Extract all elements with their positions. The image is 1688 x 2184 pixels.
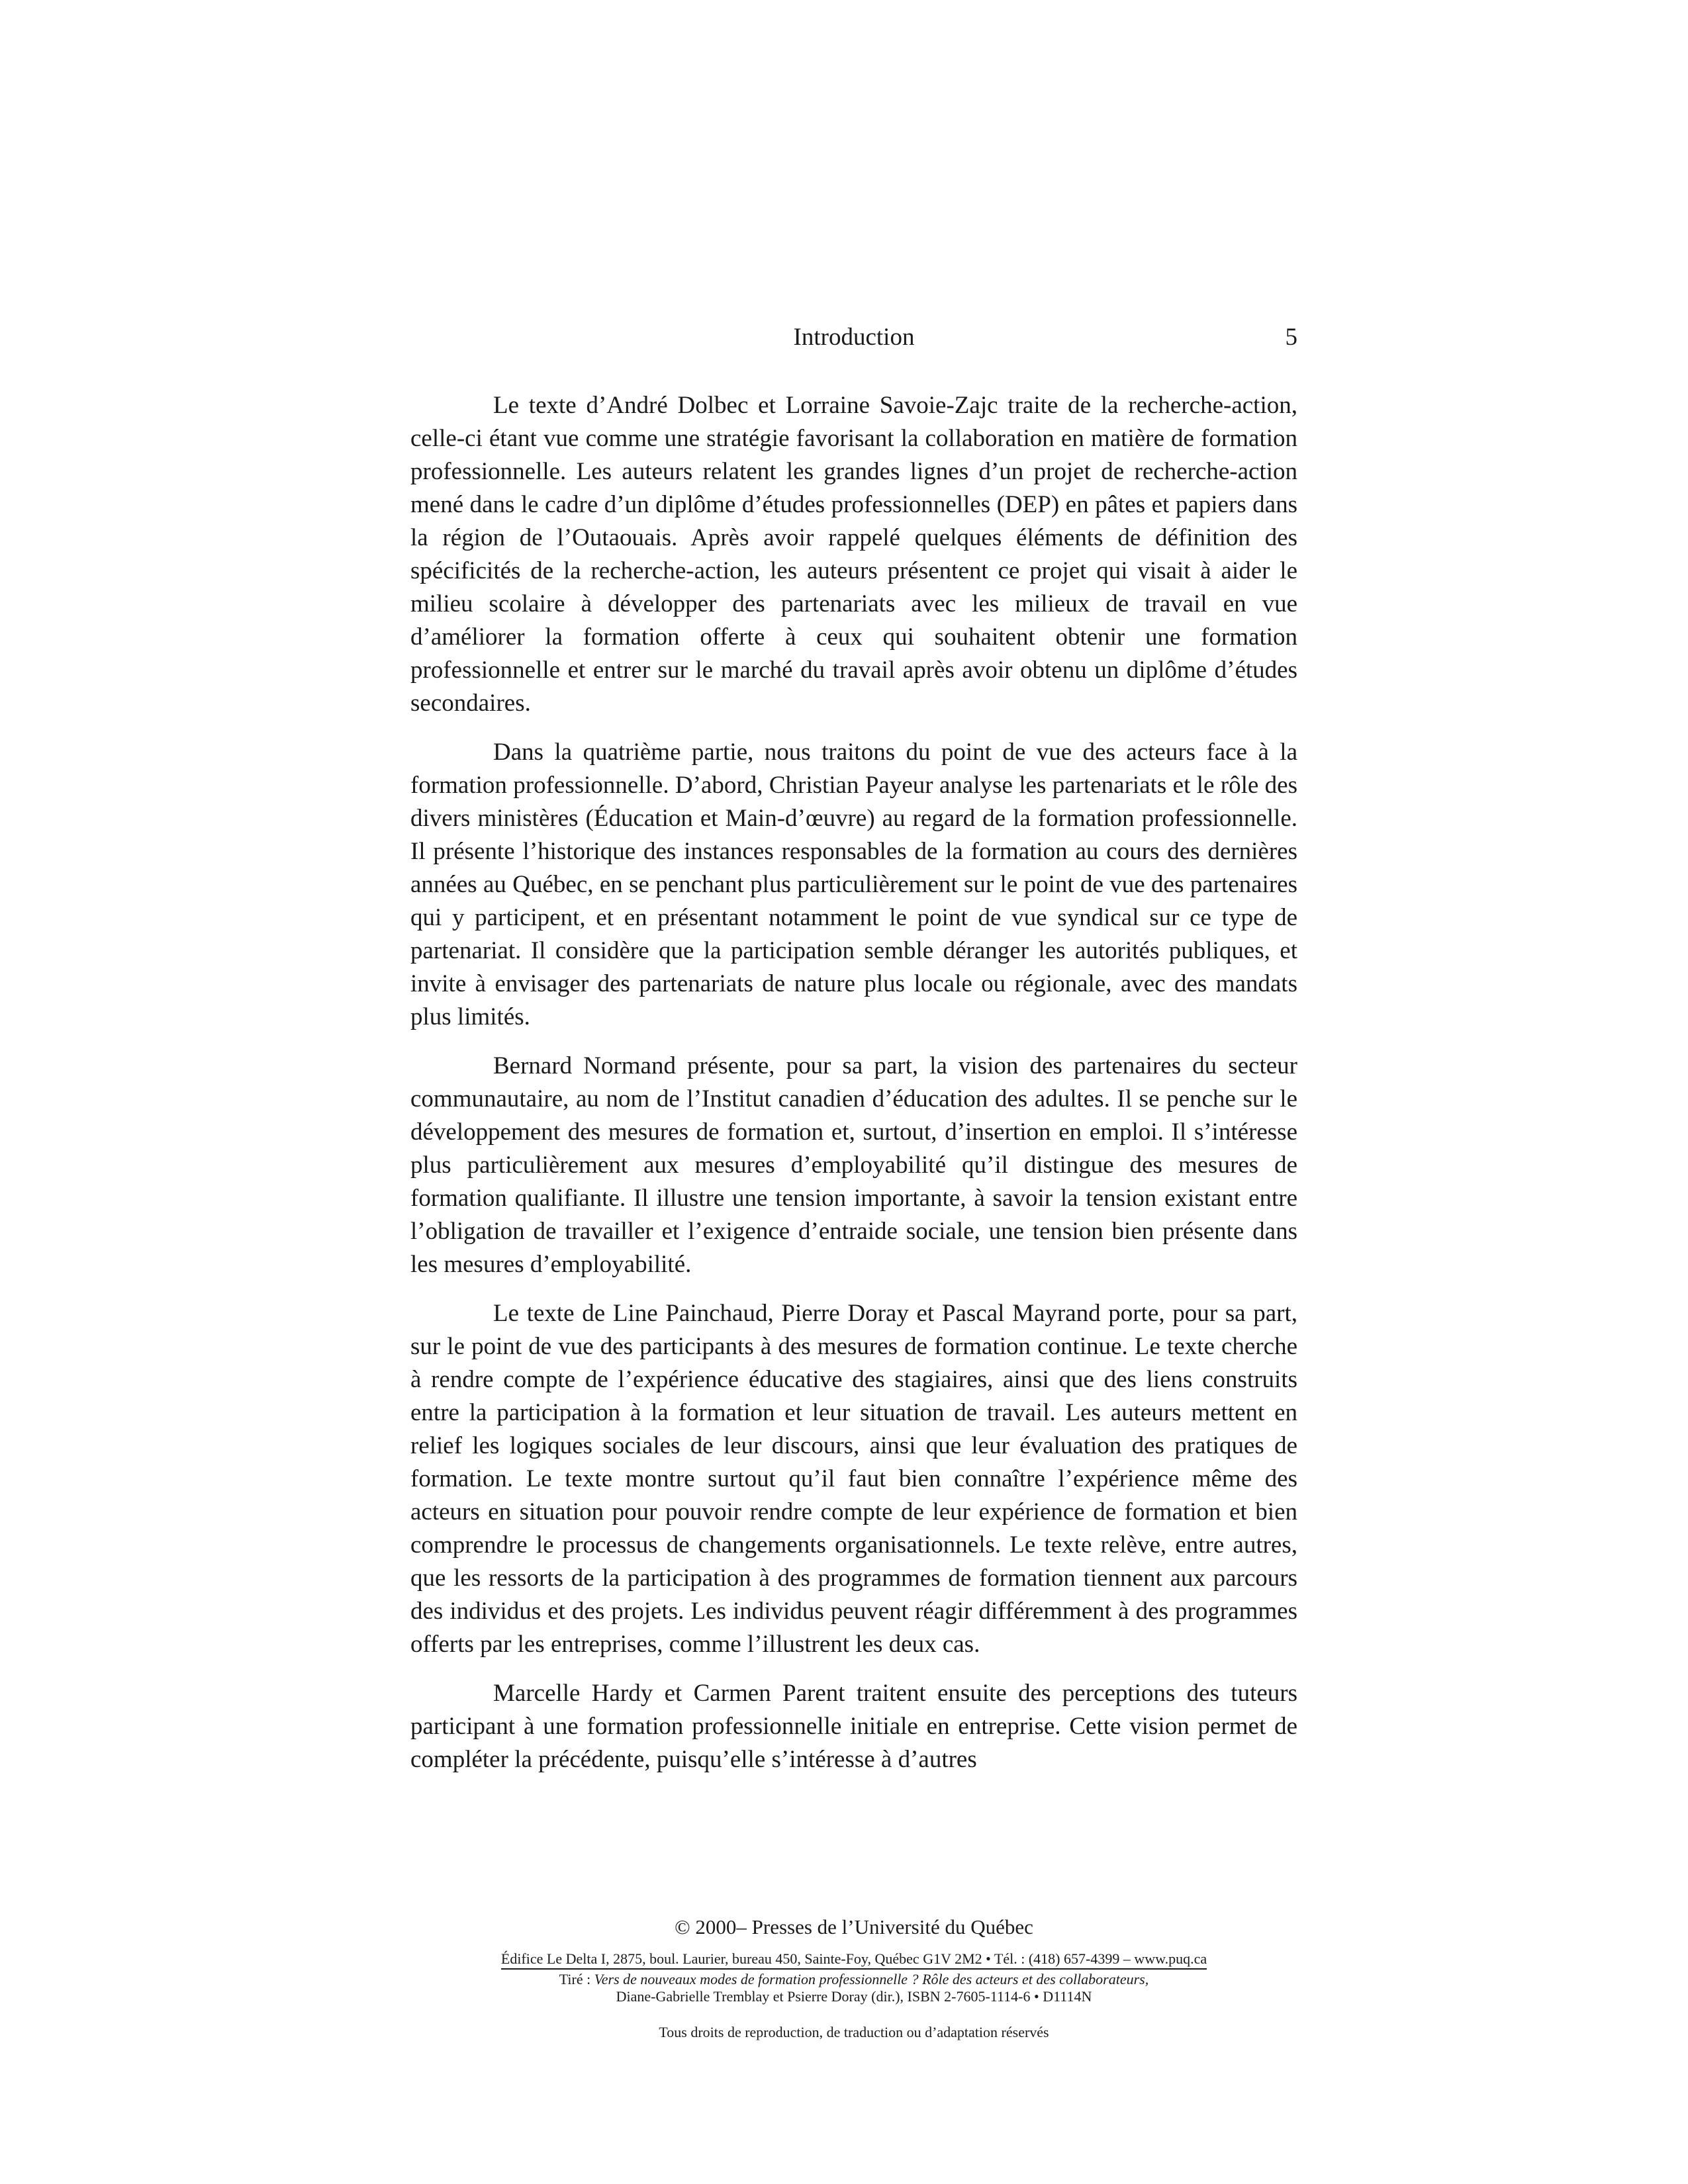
- paragraph: Le texte d’André Dolbec et Lorraine Savoie-Zajc traite de la recherche-action, celle-ci étant vue comme une stratégie favorisant la collaboration en matière de formation professionnelle. Les auteurs relatent les grandes lignes d’un projet de recherche-action mené dans le cadre d’un diplôme d’études professionnelles (DEP) en pâtes et papiers dans la région de l’Outaouais. Après avoir rappelé quelques éléments de définition des spécificités de la recherche-action, les auteurs présentent ce projet qui visait à aider le milieu scolaire à développer des partenariats avec les milieux de travail en vue d’améliorer la formation offerte à ceux qui souhaitent obtenir une formation professionnelle et entrer sur le marché du travail après avoir obtenu un diplôme d’études secondaires.: [410, 392, 1297, 717]
- book-title: Vers de nouveaux modes de formation professionnelle ? Rôle des acteurs et des collaborateurs,: [594, 1971, 1149, 1987]
- paragraph: Marcelle Hardy et Carmen Parent traitent ensuite des perceptions des tuteurs participant à une formation professionnelle initiale en entreprise. Cette vision permet de compléter la précédente, puisqu’elle s’intéresse à d’autres: [410, 1680, 1297, 1773]
- paragraph: Bernard Normand présente, pour sa part, la vision des partenaires du secteur communautaire, au nom de l’Institut canadien d’éducation des adultes. Il se penche sur le développement des mesures de formation et, surtout, d’insertion en emploi. Il s’intéresse plus particulièrement aux mesures d’employabilité qu’il distingue des mesures de formation qualifiante. Il illustre une tension importante, à savoir la tension existant entre l’obligation de travailler et l’exigence d’entraide sociale, une tension bien présente dans les mesures d’employabilité.: [410, 1052, 1297, 1278]
- book-editors-isbn: Diane-Gabrielle Tremblay et Psierre Doray (dir.), ISBN 2-7605-1114-6 • D1114N: [616, 1988, 1092, 2005]
- paragraph: Le texte de Line Painchaud, Pierre Doray et Pascal Mayrand porte, pour sa part, sur le point de vue des participants à des mesures de formation continue. Le texte cherche à rendre compte de l’expérience éducative des stagiaires, ainsi que des liens construits entre la participation à la formation et leur situation de travail. Les auteurs mettent en relief les logiques sociales de leur discours, ainsi que leur évaluation des pratiques de formation. Le texte montre surtout qu’il faut bien connaître l’expérience même des acteurs en situation pour pouvoir rendre compte de leur expérience de formation et bien comprendre le processus de changements organisationnels. Le texte relève, entre autres, que les ressorts de la participation à des programmes de formation tiennent aux parcours des individus et des projets. Les individus peuvent réagir différemment à des programmes offerts par les entreprises, comme l’illustrent les deux cas.: [410, 1300, 1297, 1658]
- source-prefix: Tiré :: [559, 1971, 594, 1987]
- paragraph: Dans la quatrième partie, nous traitons du point de vue des acteurs face à la formation professionnelle. D’abord, Christian Payeur analyse les partenariats et le rôle des divers ministères (Éducation et Main-d’œuvre) au regard de la formation professionnelle. Il présente l’historique des instances responsables de la formation au cours des dernières années au Québec, en se penchant plus particulièrement sur le point de vue des partenaires qui y participent, et en présentant notamment le point de vue syndical sur ce type de partenariat. Il considère que la participation semble déranger les autorités publiques, et invite à envisager des partenariats de nature plus locale ou régionale, avec des mandats plus limités.: [410, 739, 1297, 1030]
- page-number: 5: [1285, 324, 1297, 351]
- publisher-footer: [344, 1915, 1364, 2041]
- publisher-address: Édifice Le Delta I, 2875, boul. Laurier, bureau 450, Sainte-Foy, Québec G1V 2M2 • Tél. : (418) 657-4399 – www.puq.ca: [501, 1950, 1207, 1970]
- rights-notice: Tous droits de reproduction, de traduction ou d’adaptation réservés: [659, 2024, 1049, 2040]
- chapter-title: Introduction: [793, 324, 915, 351]
- source-citation: [344, 1971, 1364, 1988]
- copyright-notice: © 2000– Presses de l’Université du Québec: [675, 1915, 1033, 1938]
- running-head: [410, 323, 1297, 363]
- body-text: [410, 389, 1297, 1792]
